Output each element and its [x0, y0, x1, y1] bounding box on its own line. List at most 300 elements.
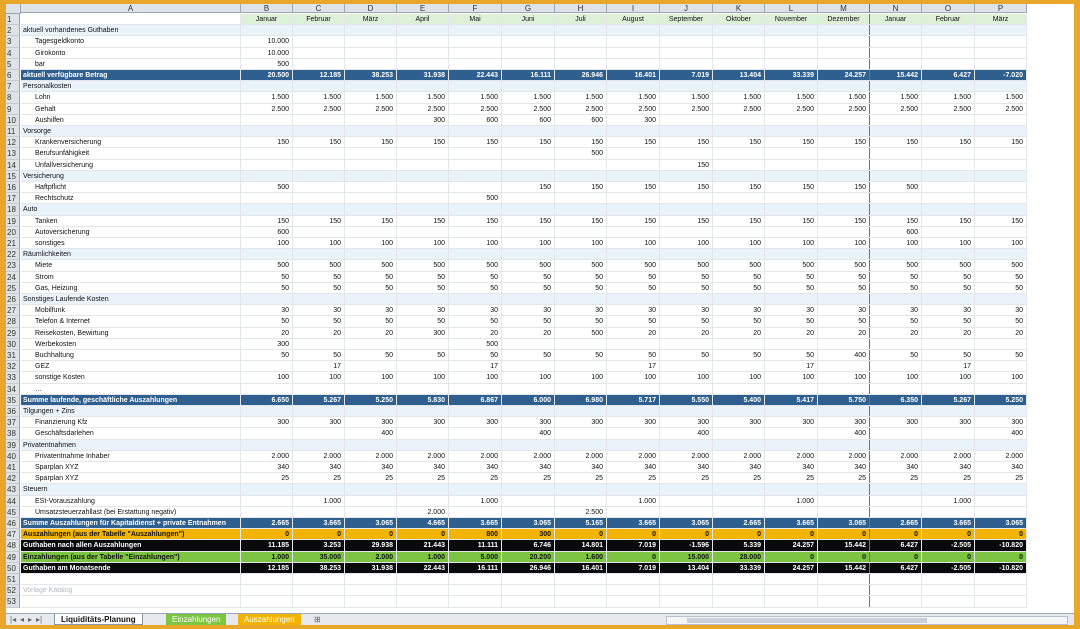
row-header[interactable]: 53	[6, 596, 20, 607]
cell[interactable]	[555, 48, 607, 58]
cell[interactable]	[765, 171, 818, 181]
cell[interactable]: 25	[765, 473, 818, 483]
cell[interactable]	[765, 25, 818, 35]
cell[interactable]	[502, 585, 555, 595]
cell[interactable]: 26.946	[555, 70, 607, 80]
row-header[interactable]: 31	[6, 350, 20, 361]
cell[interactable]: 20	[345, 328, 397, 338]
cell[interactable]	[502, 36, 555, 46]
cell[interactable]: 38.253	[293, 563, 345, 573]
cell[interactable]: 20.200	[502, 552, 555, 562]
row-label[interactable]: Vorsorge	[21, 126, 241, 136]
cell[interactable]: 50	[660, 350, 713, 360]
cell[interactable]: 150	[765, 137, 818, 147]
cell[interactable]: 20	[607, 328, 660, 338]
cell[interactable]: 340	[870, 462, 922, 472]
cell[interactable]: 25	[293, 473, 345, 483]
month-header[interactable]: Februar	[922, 14, 975, 24]
cell[interactable]: 800	[449, 529, 502, 539]
cell[interactable]	[922, 115, 975, 125]
cell[interactable]: 5.550	[660, 395, 713, 405]
cell[interactable]: 1.500	[975, 92, 1027, 102]
cell[interactable]	[241, 204, 293, 214]
cell[interactable]: 50	[765, 316, 818, 326]
cell[interactable]: 20	[241, 328, 293, 338]
cell[interactable]	[607, 249, 660, 259]
cell[interactable]	[607, 81, 660, 91]
cell[interactable]: 2.000	[922, 451, 975, 461]
month-header[interactable]: September	[660, 14, 713, 24]
cell[interactable]	[818, 440, 870, 450]
cell[interactable]: 16.401	[555, 563, 607, 573]
cell[interactable]: 35.000	[293, 552, 345, 562]
cell[interactable]	[660, 440, 713, 450]
cell[interactable]	[449, 440, 502, 450]
cell[interactable]: 3.665	[607, 518, 660, 528]
cell[interactable]: 50	[922, 272, 975, 282]
row-header[interactable]: 2	[6, 25, 20, 36]
cell[interactable]: 20	[818, 328, 870, 338]
column-header-e[interactable]: E	[397, 4, 449, 13]
cell[interactable]: 50	[449, 283, 502, 293]
cell[interactable]: 3.065	[345, 518, 397, 528]
cell[interactable]	[713, 115, 765, 125]
cell[interactable]	[870, 81, 922, 91]
cell[interactable]	[765, 204, 818, 214]
cell[interactable]	[241, 384, 293, 394]
row-header[interactable]: 6	[6, 70, 20, 81]
cell[interactable]	[293, 294, 345, 304]
cell[interactable]	[502, 25, 555, 35]
cell[interactable]	[660, 249, 713, 259]
cell[interactable]: 50	[607, 272, 660, 282]
cell[interactable]	[975, 249, 1027, 259]
cell[interactable]: 600	[449, 115, 502, 125]
cell[interactable]	[765, 36, 818, 46]
cell[interactable]: 10.000	[241, 48, 293, 58]
cell[interactable]: 15.442	[818, 563, 870, 573]
cell[interactable]	[345, 507, 397, 517]
row-header[interactable]: 15	[6, 171, 20, 182]
cell[interactable]: 0	[765, 529, 818, 539]
cell[interactable]	[502, 294, 555, 304]
cell[interactable]	[922, 484, 975, 494]
cell[interactable]: 300	[818, 417, 870, 427]
cell[interactable]	[345, 204, 397, 214]
cell[interactable]	[397, 160, 449, 170]
cell[interactable]	[502, 574, 555, 584]
cell[interactable]	[502, 507, 555, 517]
cell[interactable]	[713, 406, 765, 416]
cell[interactable]	[765, 484, 818, 494]
cell[interactable]: 340	[293, 462, 345, 472]
cell[interactable]	[397, 193, 449, 203]
cell[interactable]	[713, 126, 765, 136]
cell[interactable]: 150	[818, 216, 870, 226]
cell[interactable]: 100	[975, 238, 1027, 248]
cell[interactable]: 50	[975, 283, 1027, 293]
cell[interactable]: 50	[345, 350, 397, 360]
cell[interactable]	[293, 249, 345, 259]
row-label[interactable]: Tagesgeldkonto	[21, 36, 241, 46]
cell[interactable]	[870, 193, 922, 203]
cell[interactable]	[241, 148, 293, 158]
cell[interactable]	[397, 406, 449, 416]
cell[interactable]	[870, 361, 922, 371]
cell[interactable]	[397, 59, 449, 69]
cell[interactable]	[713, 585, 765, 595]
cell[interactable]: 600	[502, 115, 555, 125]
row-label[interactable]: Miete	[21, 260, 241, 270]
column-header-g[interactable]: G	[502, 4, 555, 13]
cell[interactable]	[241, 361, 293, 371]
cell[interactable]	[607, 160, 660, 170]
cell[interactable]: 150	[555, 137, 607, 147]
cell[interactable]	[502, 484, 555, 494]
cell[interactable]	[397, 440, 449, 450]
cell[interactable]	[293, 204, 345, 214]
cell[interactable]: 50	[713, 350, 765, 360]
cell[interactable]: 2.500	[607, 104, 660, 114]
cell[interactable]: 6.000	[502, 395, 555, 405]
cell[interactable]	[502, 596, 555, 606]
cell[interactable]	[345, 115, 397, 125]
cell[interactable]	[713, 484, 765, 494]
month-header[interactable]: Februar	[293, 14, 345, 24]
cell[interactable]: 300	[345, 417, 397, 427]
cell[interactable]: 24.257	[765, 563, 818, 573]
tab-einzahlungen[interactable]: Einzahlungen	[166, 614, 226, 625]
cell[interactable]	[241, 585, 293, 595]
cell[interactable]	[660, 496, 713, 506]
cell[interactable]: 4.665	[397, 518, 449, 528]
cell[interactable]	[449, 484, 502, 494]
cell[interactable]	[607, 585, 660, 595]
cell[interactable]: 150	[502, 182, 555, 192]
cell[interactable]: 1.500	[293, 92, 345, 102]
cell[interactable]: 2.000	[975, 451, 1027, 461]
cell[interactable]: 340	[660, 462, 713, 472]
cell[interactable]: 2.500	[765, 104, 818, 114]
cell[interactable]: 150	[713, 216, 765, 226]
cell[interactable]	[922, 384, 975, 394]
cell[interactable]	[922, 339, 975, 349]
cell[interactable]: 0	[345, 529, 397, 539]
cell[interactable]: 300	[555, 417, 607, 427]
row-header[interactable]: 24	[6, 272, 20, 283]
row-header[interactable]: 32	[6, 361, 20, 372]
cell[interactable]: 100	[555, 238, 607, 248]
cell[interactable]: 150	[870, 137, 922, 147]
cell[interactable]: 50	[502, 272, 555, 282]
cell[interactable]: 500	[975, 260, 1027, 270]
cell[interactable]: 20	[293, 328, 345, 338]
cell[interactable]: 1.500	[765, 92, 818, 102]
cell[interactable]	[870, 585, 922, 595]
cell[interactable]	[922, 507, 975, 517]
cell[interactable]	[502, 204, 555, 214]
month-header[interactable]: Januar	[870, 14, 922, 24]
cell[interactable]: 1.500	[922, 92, 975, 102]
row-label[interactable]: Finanzierung Kfz	[21, 417, 241, 427]
cell[interactable]: 340	[449, 462, 502, 472]
cell[interactable]: 25	[975, 473, 1027, 483]
cell[interactable]	[922, 294, 975, 304]
cell[interactable]	[765, 384, 818, 394]
cell[interactable]	[765, 596, 818, 606]
cell[interactable]	[818, 596, 870, 606]
cell[interactable]: 2.500	[870, 104, 922, 114]
row-header[interactable]: 12	[6, 137, 20, 148]
cell[interactable]: 2.500	[660, 104, 713, 114]
cell[interactable]	[397, 384, 449, 394]
cell[interactable]	[397, 596, 449, 606]
cell[interactable]: 150	[449, 216, 502, 226]
cell[interactable]	[975, 406, 1027, 416]
cell[interactable]: 3.665	[922, 518, 975, 528]
row-label[interactable]	[21, 574, 241, 584]
cell[interactable]: 2.500	[293, 104, 345, 114]
cell[interactable]: 300	[765, 417, 818, 427]
cell[interactable]: 5.830	[397, 395, 449, 405]
column-header-n[interactable]: N	[870, 4, 922, 13]
cell[interactable]	[449, 596, 502, 606]
cell[interactable]: 25	[345, 473, 397, 483]
column-header-k[interactable]: K	[713, 4, 765, 13]
cell[interactable]	[660, 25, 713, 35]
row-header[interactable]: 29	[6, 328, 20, 339]
cell[interactable]	[607, 406, 660, 416]
cell[interactable]: 2.000	[818, 451, 870, 461]
month-header[interactable]: Mai	[449, 14, 502, 24]
column-header-b[interactable]: B	[241, 4, 293, 13]
cell[interactable]	[818, 484, 870, 494]
tab-auszahlungen[interactable]: Auszahlungen	[238, 614, 301, 625]
cell[interactable]	[922, 596, 975, 606]
cell[interactable]	[293, 59, 345, 69]
cell[interactable]: 500	[449, 339, 502, 349]
cell[interactable]: 50	[241, 350, 293, 360]
row-label[interactable]: sonstiges	[21, 238, 241, 248]
cell[interactable]: 50	[607, 283, 660, 293]
cell[interactable]	[818, 25, 870, 35]
cell[interactable]	[818, 204, 870, 214]
cell[interactable]	[555, 249, 607, 259]
cell[interactable]: 30	[713, 305, 765, 315]
column-header-a[interactable]: A	[21, 4, 241, 13]
cell[interactable]: 25	[922, 473, 975, 483]
cell[interactable]: 150	[555, 182, 607, 192]
row-header[interactable]: 41	[6, 462, 20, 473]
cell[interactable]: 150	[765, 182, 818, 192]
cell[interactable]	[765, 227, 818, 237]
cell[interactable]: 13.404	[660, 563, 713, 573]
cell[interactable]	[345, 484, 397, 494]
cell[interactable]: 11.185	[241, 540, 293, 550]
cell[interactable]	[293, 484, 345, 494]
cell[interactable]: 100	[345, 372, 397, 382]
row-label[interactable]: Summe Auszahlungen für Kapitaldienst + private Entnahmen	[21, 518, 241, 528]
cell[interactable]	[870, 204, 922, 214]
cell[interactable]: 5.400	[713, 395, 765, 405]
row-label[interactable]: Summe laufende, geschäftliche Auszahlungen	[21, 395, 241, 405]
row-label[interactable]: Sparplan XYZ	[21, 473, 241, 483]
cell[interactable]	[765, 193, 818, 203]
cell[interactable]	[975, 193, 1027, 203]
cell[interactable]: 5.250	[975, 395, 1027, 405]
cell[interactable]	[555, 126, 607, 136]
month-header[interactable]: Juni	[502, 14, 555, 24]
cell[interactable]	[818, 171, 870, 181]
cell[interactable]: 30	[555, 305, 607, 315]
cell[interactable]: 2.500	[345, 104, 397, 114]
row-label[interactable]	[21, 596, 241, 606]
cell[interactable]	[713, 81, 765, 91]
cell[interactable]: 50	[975, 350, 1027, 360]
cell[interactable]	[293, 585, 345, 595]
cell[interactable]: 150	[660, 182, 713, 192]
row-label[interactable]: Haftpflicht	[21, 182, 241, 192]
cell[interactable]	[241, 406, 293, 416]
cell[interactable]	[397, 294, 449, 304]
row-header[interactable]: 20	[6, 227, 20, 238]
cell[interactable]	[818, 384, 870, 394]
cell[interactable]: 50	[397, 272, 449, 282]
cell[interactable]	[870, 384, 922, 394]
cell[interactable]	[449, 48, 502, 58]
cell[interactable]	[397, 148, 449, 158]
cell[interactable]	[502, 193, 555, 203]
cell[interactable]: 150	[975, 216, 1027, 226]
row-label[interactable]: Tanken	[21, 216, 241, 226]
cell[interactable]	[293, 574, 345, 584]
cell[interactable]	[975, 36, 1027, 46]
cell[interactable]	[293, 115, 345, 125]
cell[interactable]: 25	[713, 473, 765, 483]
cell[interactable]: 30	[345, 305, 397, 315]
row-header[interactable]: 3	[6, 36, 20, 47]
cell[interactable]: 50	[870, 283, 922, 293]
cell[interactable]	[449, 507, 502, 517]
cell[interactable]	[975, 227, 1027, 237]
cell[interactable]	[818, 496, 870, 506]
cell[interactable]	[818, 48, 870, 58]
cell[interactable]	[870, 160, 922, 170]
cell[interactable]	[293, 406, 345, 416]
cell[interactable]: 0	[607, 529, 660, 539]
cell[interactable]: 2.500	[502, 104, 555, 114]
row-label[interactable]: Guthaben nach allen Auszahlungen	[21, 540, 241, 550]
cell[interactable]: 500	[607, 260, 660, 270]
cell[interactable]	[765, 59, 818, 69]
cell[interactable]: 400	[818, 428, 870, 438]
cell[interactable]	[241, 484, 293, 494]
cell[interactable]: 0	[975, 552, 1027, 562]
cell[interactable]: 1.500	[607, 92, 660, 102]
cell[interactable]: 500	[241, 260, 293, 270]
cell[interactable]: 300	[922, 417, 975, 427]
cell[interactable]	[660, 361, 713, 371]
cell[interactable]	[765, 339, 818, 349]
cell[interactable]: 50	[555, 316, 607, 326]
column-header-c[interactable]: C	[293, 4, 345, 13]
cell[interactable]: 300	[607, 115, 660, 125]
cell[interactable]	[449, 182, 502, 192]
cell[interactable]: 2.500	[397, 104, 449, 114]
cell[interactable]: 50	[975, 272, 1027, 282]
cell[interactable]: 500	[241, 182, 293, 192]
row-label[interactable]: Mobilfunk	[21, 305, 241, 315]
cell[interactable]: 33.339	[713, 563, 765, 573]
cell[interactable]: 50	[502, 283, 555, 293]
row-label[interactable]: Steuern	[21, 484, 241, 494]
cell[interactable]: 50	[765, 350, 818, 360]
cell[interactable]	[818, 36, 870, 46]
cell[interactable]	[502, 81, 555, 91]
cell[interactable]	[607, 574, 660, 584]
cell[interactable]: 31.938	[345, 563, 397, 573]
cell[interactable]	[607, 193, 660, 203]
cell[interactable]	[818, 115, 870, 125]
cell[interactable]: 50	[713, 283, 765, 293]
cell[interactable]: 0	[293, 529, 345, 539]
cell[interactable]: 50	[555, 272, 607, 282]
cell[interactable]: 2.000	[765, 451, 818, 461]
cell[interactable]	[713, 148, 765, 158]
cell[interactable]: 100	[660, 372, 713, 382]
cell[interactable]	[449, 227, 502, 237]
cell[interactable]	[607, 227, 660, 237]
cell[interactable]: 2.500	[922, 104, 975, 114]
cell[interactable]: 50	[293, 272, 345, 282]
cell[interactable]	[818, 81, 870, 91]
row-header[interactable]: 45	[6, 507, 20, 518]
cell[interactable]: 50	[870, 316, 922, 326]
cell[interactable]: 100	[345, 238, 397, 248]
cell[interactable]: 5.717	[607, 395, 660, 405]
cell[interactable]	[345, 160, 397, 170]
cell[interactable]: 1.000	[397, 552, 449, 562]
cell[interactable]	[922, 81, 975, 91]
cell[interactable]	[241, 496, 293, 506]
cell[interactable]: 25	[870, 473, 922, 483]
cell[interactable]	[975, 126, 1027, 136]
row-header[interactable]: 26	[6, 294, 20, 305]
cell[interactable]	[922, 574, 975, 584]
cell[interactable]: 50	[870, 350, 922, 360]
cell[interactable]: 1.500	[345, 92, 397, 102]
cell[interactable]	[975, 148, 1027, 158]
cell[interactable]: 25	[555, 473, 607, 483]
row-label[interactable]: Aushilfen	[21, 115, 241, 125]
cell[interactable]	[765, 81, 818, 91]
cell[interactable]	[922, 249, 975, 259]
row-header[interactable]: 44	[6, 496, 20, 507]
cell[interactable]	[502, 406, 555, 416]
row-label[interactable]: Privatentnahmen	[21, 440, 241, 450]
row-header[interactable]: 7	[6, 81, 20, 92]
month-header[interactable]: Dezember	[818, 14, 870, 24]
cell[interactable]: 3.065	[818, 518, 870, 528]
cell[interactable]	[293, 48, 345, 58]
cell[interactable]	[502, 361, 555, 371]
cell[interactable]: 340	[345, 462, 397, 472]
cell[interactable]	[660, 585, 713, 595]
cell[interactable]	[818, 249, 870, 259]
cell[interactable]: 10.000	[241, 36, 293, 46]
cell[interactable]	[818, 148, 870, 158]
cell[interactable]: 2.500	[449, 104, 502, 114]
